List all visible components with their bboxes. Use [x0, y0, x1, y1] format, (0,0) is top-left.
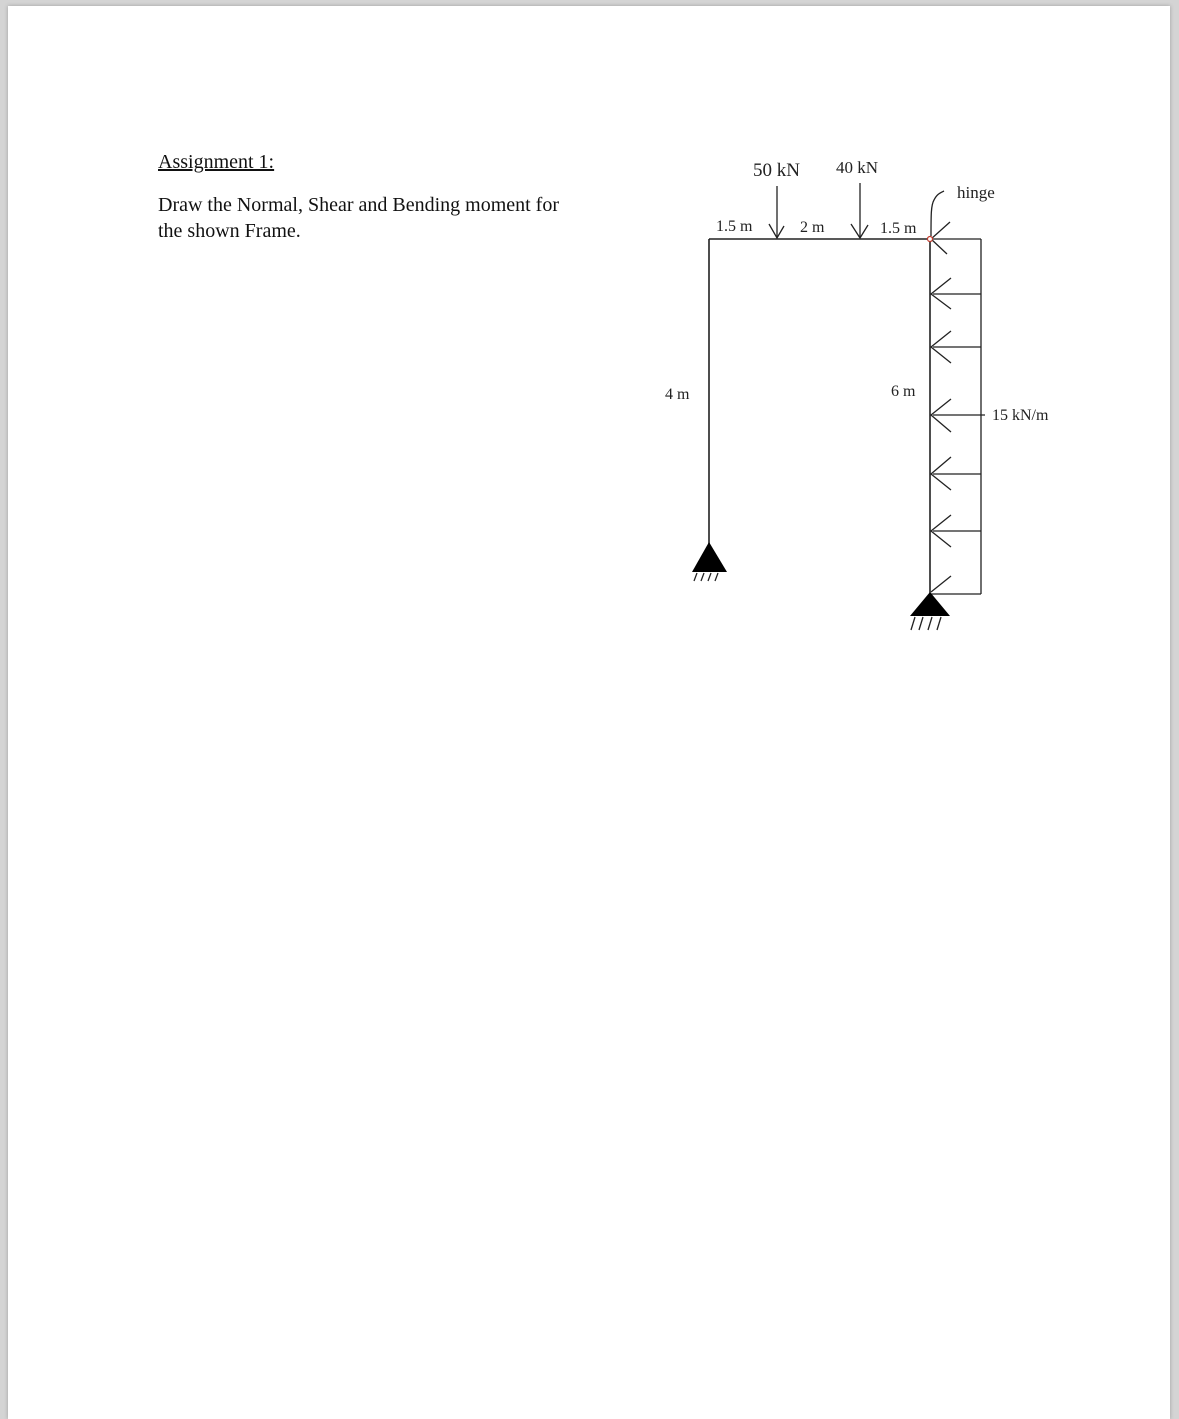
- assignment-heading: Assignment 1:: [158, 151, 275, 173]
- right-pin-support: [910, 592, 950, 630]
- frame-members: [709, 239, 930, 594]
- dimension-beam-segment-1: 1.5 m: [716, 218, 753, 235]
- point-load-label-1: 50 kN: [753, 160, 800, 181]
- point-load-label-2: 40 kN: [836, 158, 879, 177]
- dimension-beam-segment-2: 2 m: [800, 219, 825, 236]
- hinge-marker: [928, 237, 933, 242]
- distributed-load-label: 15 kN/m: [992, 407, 1049, 424]
- dimension-right-column: 6 m: [891, 383, 916, 400]
- distributed-load: [930, 222, 985, 594]
- dimension-beam-segment-3: 1.5 m: [880, 220, 917, 237]
- left-pin-support: [692, 542, 727, 581]
- dimension-left-column: 4 m: [665, 386, 690, 403]
- instruction-line-1: Draw the Normal, Shear and Bending moment for: [158, 194, 560, 216]
- hinge-label: hinge: [957, 183, 995, 202]
- instruction-line-2: the shown Frame.: [158, 220, 301, 242]
